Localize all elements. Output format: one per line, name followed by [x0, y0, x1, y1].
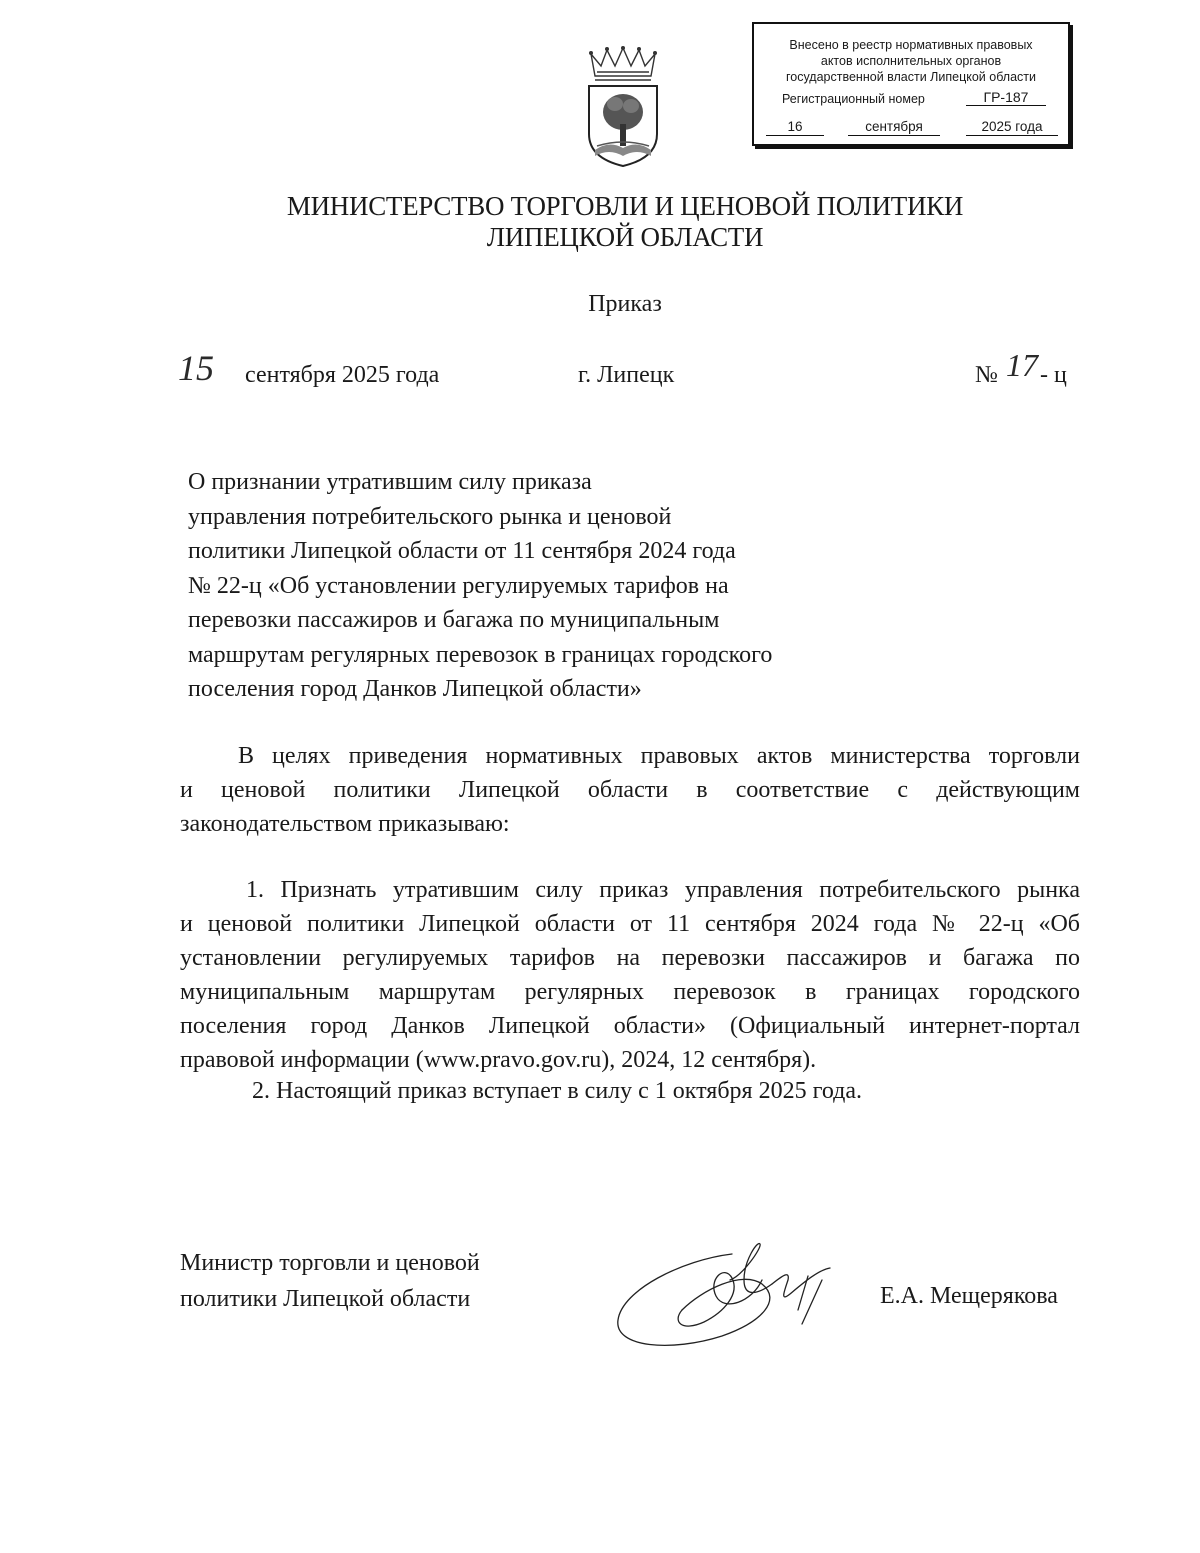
item-1-line: поселения город Данков Липецкой области» (Официальный интернет-портал — [180, 1013, 1080, 1039]
preamble-line: В целях приведения нормативных правовых актов министерства торговли — [238, 743, 1080, 769]
item-1-line: правовой информации (www.pravo.gov.ru), 2024, 12 сентября). — [180, 1047, 817, 1073]
item-1-line: установлении регулируемых тарифов на перевозки пассажиров и багажа по — [180, 945, 1080, 971]
title-line: О признании утратившим силу приказа — [188, 469, 592, 495]
number-suffix: - ц — [1040, 362, 1067, 388]
item-1-paragraph — [180, 873, 1080, 1077]
document-type: Приказ — [588, 291, 662, 317]
signer-position-line-2: политики Липецкой области — [180, 1286, 471, 1312]
title-line: поселения город Данков Липецкой области» — [188, 676, 642, 702]
item-1-line: и ценовой политики Липецкой области от 11 сентября 2024 года № 22-ц «Об — [180, 911, 1080, 937]
order-place: г. Липецк — [578, 362, 675, 388]
number-sign: № — [975, 362, 998, 388]
stamp-reg-number: ГР-187 — [966, 89, 1046, 106]
registry-stamp — [752, 22, 1070, 146]
title-line: политики Липецкой области от 11 сентября 2024 года — [188, 538, 736, 564]
signer-position-line-1: Министр торговли и ценовой — [180, 1250, 480, 1276]
coat-of-arms-icon — [583, 46, 663, 168]
handwritten-number: 17 — [1006, 347, 1038, 383]
signer-name: Е.А. Мещерякова — [880, 1283, 1058, 1309]
stamp-reg-label: Регистрационный номер — [782, 92, 925, 106]
ministry-line-2: ЛИПЕЦКОЙ ОБЛАСТИ — [486, 222, 764, 252]
stamp-day: 16 — [766, 119, 824, 136]
ministry-heading — [0, 191, 1200, 253]
handwritten-day: 15 — [178, 348, 214, 388]
item-2-line: 2. Настоящий приказ вступает в силу с 1 октября 2025 года. — [252, 1078, 863, 1104]
order-title — [188, 465, 868, 707]
preamble-paragraph — [180, 739, 1080, 841]
order-date: сентября 2025 года — [245, 362, 440, 388]
title-line: управления потребительского рынка и ценовой — [188, 503, 672, 530]
preamble-line: законодательством приказываю: — [180, 811, 510, 837]
item-1-line: муниципальным маршрутам регулярных перевозок в границах городского — [180, 979, 1080, 1005]
item-1-line: 1. Признать утратившим силу приказ управления потребительского рынка — [246, 877, 1080, 903]
ministry-line-1: МИНИСТЕРСТВО ТОРГОВЛИ И ЦЕНОВОЙ ПОЛИТИКИ — [286, 191, 964, 221]
title-line: перевозки пассажиров и багажа по муниципальным — [188, 607, 720, 633]
stamp-line-1: Внесено в реестр нормативных правовых — [789, 38, 1033, 52]
stamp-month: сентября — [848, 119, 940, 136]
title-line: № 22-ц «Об установлении регулируемых тарифов на — [188, 572, 729, 599]
handwritten-signature-icon — [612, 1240, 852, 1360]
title-line: маршрутам регулярных перевозок в границах городского — [188, 641, 773, 668]
stamp-line-3: государственной власти Липецкой области — [785, 70, 1037, 84]
stamp-line-2: актов исполнительных органов — [820, 54, 1002, 68]
preamble-line: и ценовой политики Липецкой области в соответствие с действующим — [180, 777, 1080, 803]
item-2-paragraph — [180, 1074, 1080, 1108]
signer-position — [180, 1245, 480, 1317]
stamp-year: 2025 года — [966, 119, 1058, 136]
